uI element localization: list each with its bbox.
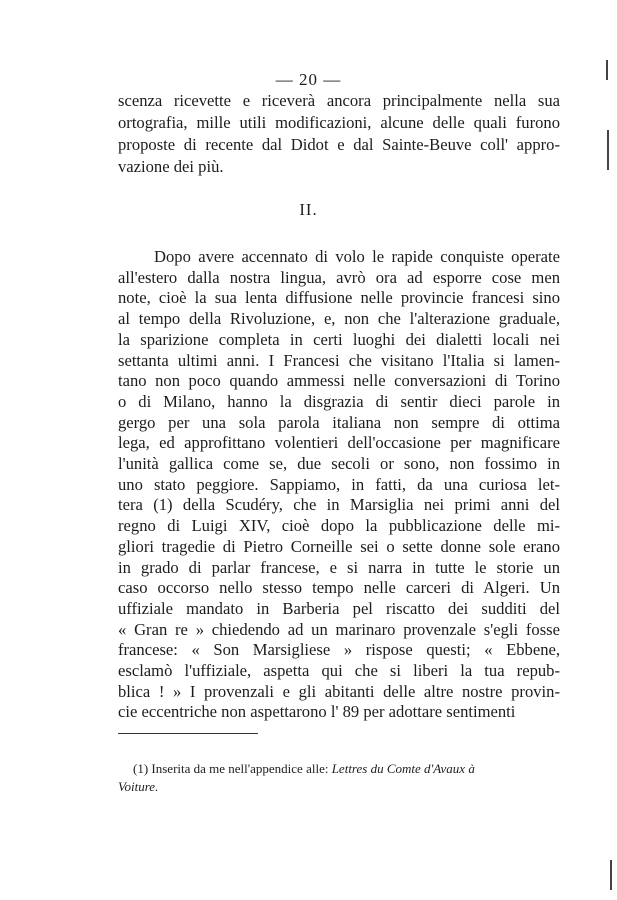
text-line: all'estero dalla nostra lingua, avrò ora ad esporre cose men bbox=[118, 267, 560, 287]
footnote-line-2: Voiture. bbox=[118, 779, 159, 794]
text-line: cie eccentriche non aspettarono l' 89 per adottare sentimenti bbox=[118, 702, 516, 722]
scan-edge-mark bbox=[607, 130, 609, 170]
text-line: « Gran re » chiedendo ad un marinaro provenzale s'egli fosse bbox=[118, 619, 560, 639]
text-line: la sparizione completa in certi luoghi dei dialetti locali nei bbox=[118, 329, 560, 349]
text-line: gergo per una sola parola italiana non sempre di ottima bbox=[118, 412, 560, 432]
text-line: Dopo avere accennato di volo le rapide conquiste operate bbox=[154, 247, 560, 266]
footnote-line-1: (1) Inserita da me nell'appendice alle: Lettres du Comte d'Avaux à bbox=[133, 761, 475, 776]
text-line: lega, ed approfittano volentieri dell'occasione per magnificare bbox=[118, 433, 560, 453]
text-line: blica ! » I provenzali e gli abitanti delle altre nostre provin- bbox=[118, 681, 560, 701]
text-line: caso occorso nello stesso tempo nelle carceri di Algeri. Un bbox=[118, 578, 560, 598]
text-line: ortografia, mille utili modificazioni, alcune delle quali furono bbox=[118, 113, 560, 132]
text-line: scenza ricevette e riceverà ancora principalmente nella sua bbox=[118, 91, 560, 110]
text-line: uffiziale mandato in Barberia pel riscatto dei sudditi del bbox=[118, 598, 560, 618]
text-line: note, cioè la sua lenta diffusione nelle provincie francesi sino bbox=[118, 288, 560, 308]
text-line: o di Milano, hanno la disgrazia di sentir dieci parole in bbox=[118, 391, 560, 411]
text-line: francese: « Son Marsigliese » rispose questi; « Ebbene, bbox=[118, 640, 560, 660]
text-line: tera (1) della Scudéry, che in Marsiglia nei primi anni del bbox=[118, 495, 560, 515]
page-number: — 20 — bbox=[275, 70, 342, 89]
scan-edge-mark bbox=[610, 860, 612, 890]
text-line: l'unità gallica come se, due secoli or sono, non fossimo in bbox=[118, 454, 560, 473]
text-line: vazione dei più. bbox=[118, 157, 224, 176]
text-line: gliori tragedie di Pietro Corneille sei o sette donne sole erano bbox=[118, 536, 560, 556]
text-line: tano non poco quando ammessi nelle conversazioni di Torino bbox=[118, 371, 560, 391]
text-line: al tempo della Rivoluzione, e, non che l'alterazione graduale, bbox=[118, 309, 560, 329]
text-line: esclamò l'uffiziale, aspetta qui che si liberi la tua repub- bbox=[118, 661, 560, 680]
text-line: proposte di recente dal Didot e dal Sainte-Beuve coll' appro- bbox=[118, 135, 560, 154]
text-line: in grado di parlar francese, e si narra in tutte le storie un bbox=[118, 557, 560, 577]
text-line: regno di Luigi XIV, cioè dopo la pubblicazione delle mi- bbox=[118, 516, 560, 536]
text-line: uno stato peggiore. Sappiamo, in fatti, da una curiosa let- bbox=[118, 474, 560, 494]
scan-edge-mark bbox=[606, 60, 608, 80]
footnote-rule bbox=[118, 733, 258, 734]
section-heading: II. bbox=[299, 200, 318, 219]
text-line: settanta ultimi anni. I Francesi che visitano l'Italia si lamen- bbox=[118, 350, 560, 370]
